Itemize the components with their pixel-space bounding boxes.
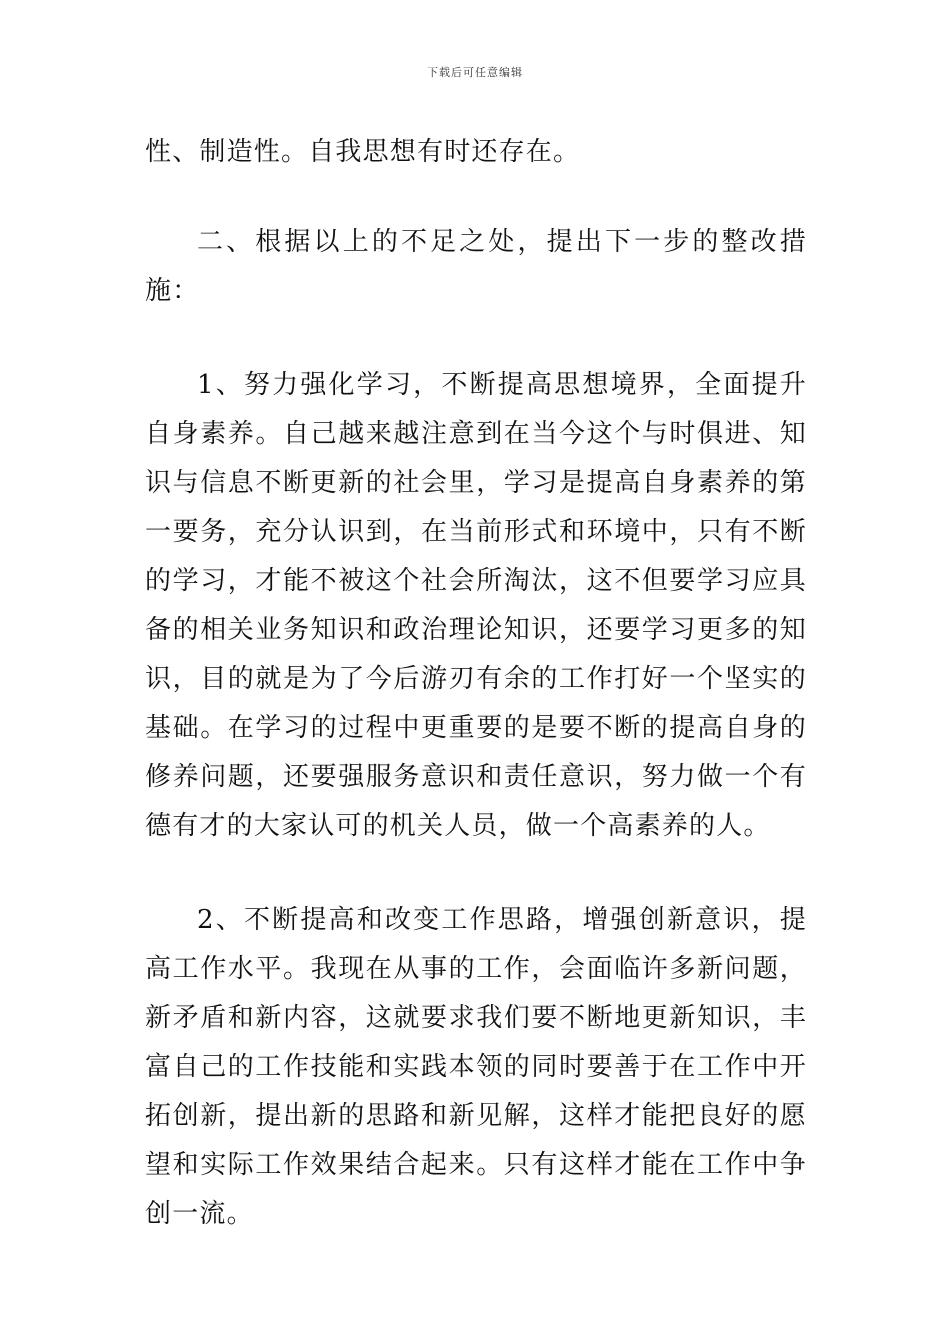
document-body bbox=[145, 128, 807, 1239]
header-note: 下载后可任意编辑 bbox=[427, 66, 523, 79]
paragraph-continuation: 性、制造性。自我思想有时还存在。 bbox=[145, 137, 581, 167]
section-heading: 二、根据以上的不足之处，提出下一步的整改措施： bbox=[145, 227, 807, 306]
paragraph-item-2: 2、不断提高和改变工作思路，增强创新意识，提高工作水平。我现在从事的工作，会面临许多新问题，新矛盾和新内容，这就要求我们要不断地更新知识，丰富自己的工作技能和实践本领的同时要善于在工作中开拓创新，提出新的思路和新见解，这样才能把良好的愿望和实际工作效果结合起来。只有这样才能在工作中争创一流。 bbox=[145, 905, 807, 1229]
paragraph-item-1: 1、努力强化学习，不断提高思想境界，全面提升自身素养。自己越来越注意到在当今这个与时俱进、知识与信息不断更新的社会里，学习是提高自身素养的第一要务，充分认识到，在当前形式和环境中，只有不断的学习，才能不被这个社会所淘汰，这不但要学习应具备的相关业务知识和政治理论知识，还要学习更多的知识，目的就是为了今后游刃有余的工作打好一个坚实的基础。在学习的过程中更重要的是要不断的提高自身的修养问题，还要强服务意识和责任意识，努力做一个有德有才的大家认可的机关人员，做一个高素养的人。 bbox=[145, 370, 807, 841]
